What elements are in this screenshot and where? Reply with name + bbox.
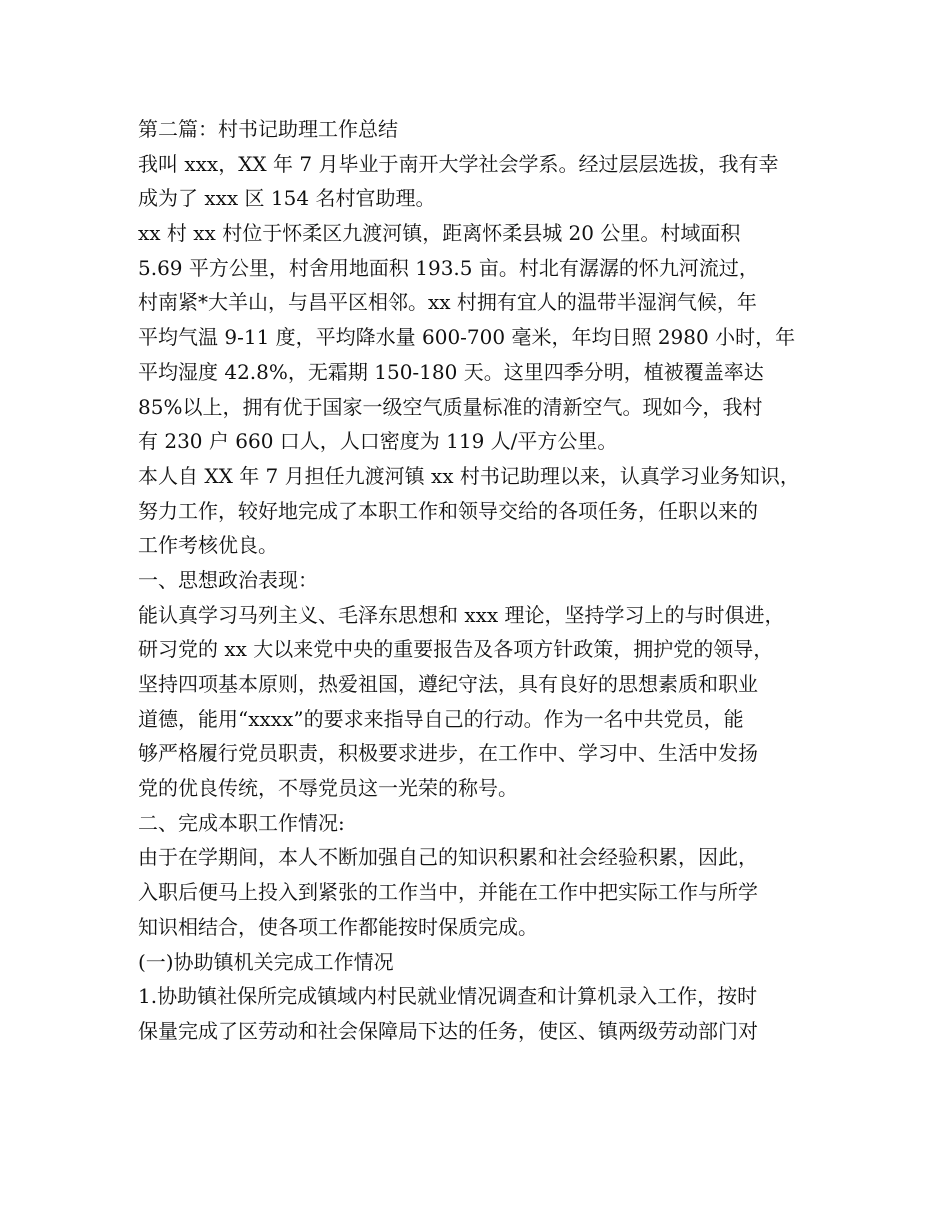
text-line: 努力工作，较好地完成了本职工作和领导交给的各项任务，任职以来的 (138, 498, 758, 523)
text-line: 村南紧*大羊山，与昌平区相邻。xx 村拥有宜人的温带半湿润气候，年 (138, 290, 757, 315)
text-line: 研习党的 xx 大以来党中央的重要报告及各项方针政策，拥护党的领导， (138, 637, 774, 662)
text-line: 85%以上，拥有优于国家一级空气质量标准的清新空气。现如今，我村 (138, 394, 763, 419)
text-line: 平均湿度 42.8%，无霜期 150-180 天。这里四季分明，植被覆盖率达 (138, 359, 764, 384)
text-line: xx 村 xx 村位于怀柔区九渡河镇，距离怀柔县城 20 公里。村域面积 (138, 221, 741, 246)
text-line: 平均气温 9-11 度，平均降水量 600-700 毫米，年均日照 2980 小时，年 (138, 325, 796, 350)
text-line: 知识相结合，使各项工作都能按时保质完成。 (138, 914, 538, 939)
text-line: 道德，能用“xxxx”的要求来指导自己的行动。作为一名中共党员，能 (138, 706, 744, 731)
text-line: 我叫 xxx，XX 年 7 月毕业于南开大学社会学系。经过层层选拔，我有幸 (138, 151, 779, 176)
text-line: 有 230 户 660 口人，人口密度为 119 人/平方公里。 (138, 429, 618, 454)
text-line: 够严格履行党员职责，积极要求进步，在工作中、学习中、生活中发扬 (138, 741, 758, 766)
text-line: 1.协助镇社保所完成镇域内村民就业情况调查和计算机录入工作，按时 (138, 984, 758, 1009)
text-line: 能认真学习马列主义、毛泽东思想和 xxx 理论，坚持学习上的与时俱进， (138, 602, 785, 627)
text-line: 入职后便马上投入到紧张的工作当中，并能在工作中把实际工作与所学 (138, 880, 758, 905)
text-line: 坚持四项基本原则，热爱祖国，遵纪守法，具有良好的思想素质和职业 (138, 672, 758, 696)
text-line: 保量完成了区劳动和社会保障局下达的任务，使区、镇两级劳动部门对 (138, 1018, 758, 1043)
document-body (138, 112, 828, 1049)
text-line: 本人自 XX 年 7 月担任九渡河镇 xx 村书记助理以来，认真学习业务知识， (138, 463, 800, 488)
text-line: 5.69 平方公里，村舍用地面积 193.5 亩。村北有潺潺的怀九河流过， (138, 255, 759, 280)
text-line: 党的优良传统，不辱党员这一光荣的称号。 (138, 776, 518, 801)
text-line: 工作考核优良。 (138, 533, 278, 558)
section-title: 第二篇：村书记助理工作总结 (138, 117, 398, 141)
subsection-heading: (一)协助镇机关完成工作情况 (138, 949, 394, 974)
section-heading: 一、思想政治表现： (138, 567, 318, 592)
section-heading: 二、完成本职工作情况: (138, 810, 345, 835)
text-line: 由于在学期间，本人不断加强自己的知识积累和社会经验积累，因此， (138, 845, 758, 870)
text-line: 成为了 xxx 区 154 名村官助理。 (138, 186, 436, 211)
